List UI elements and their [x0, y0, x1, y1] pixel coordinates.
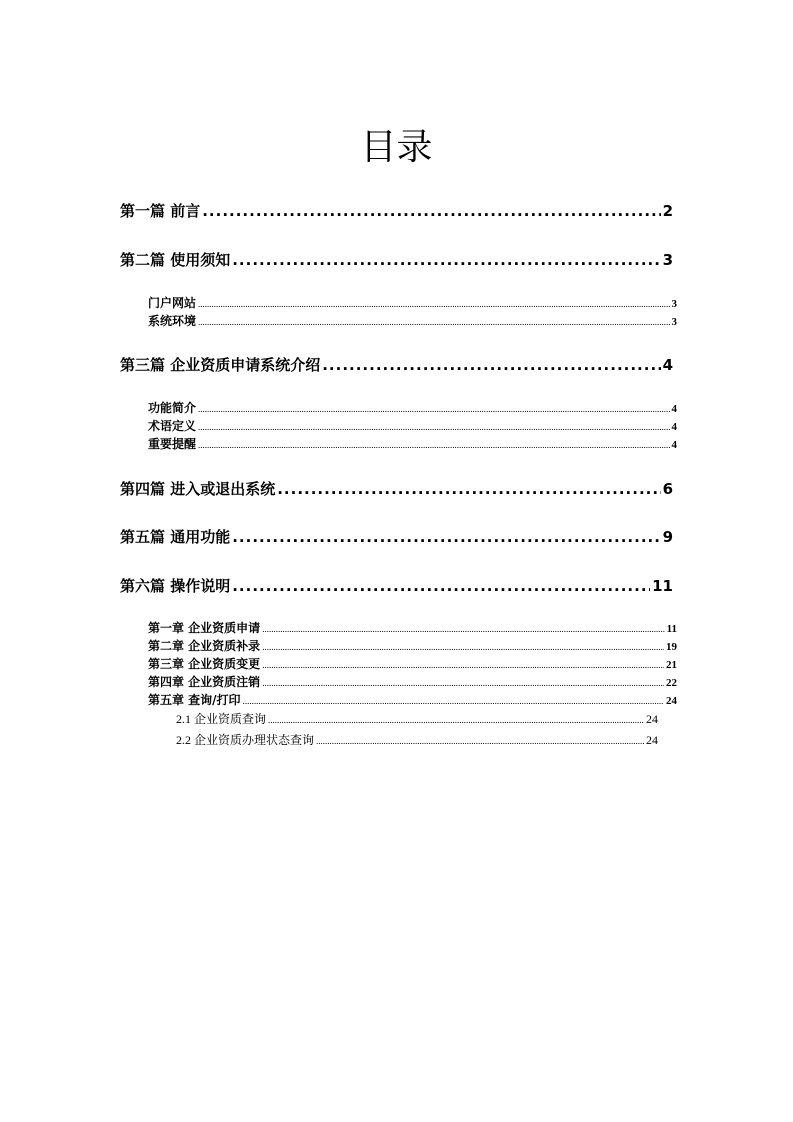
toc-entry-label: 术语定义 — [148, 419, 197, 433]
toc-leader-dots — [243, 693, 664, 709]
toc-entry-section[interactable] — [148, 400, 677, 417]
toc-page-number: 2 — [662, 202, 673, 220]
toc-leader-dots — [232, 250, 660, 270]
toc-page-number: 11 — [652, 577, 673, 595]
toc-entry-label: 第四章 企业资质注销 — [148, 675, 261, 689]
toc-entry-label: 第二篇 使用须知 — [120, 251, 231, 269]
toc-entry-part-1[interactable] — [120, 201, 673, 221]
toc-entry-label: 第五篇 通用功能 — [120, 528, 231, 546]
toc-leader-dots — [322, 355, 660, 375]
toc-entry-chapter-1[interactable] — [148, 620, 677, 637]
toc-leader-dots — [316, 733, 644, 749]
toc-page-number: 3 — [671, 298, 677, 310]
toc-page-number: 4 — [671, 439, 677, 451]
toc-leader-dots — [232, 527, 660, 547]
toc-entry-label: 功能简介 — [148, 401, 197, 415]
toc-page-number: 24 — [646, 733, 658, 747]
toc-leader-dots — [262, 621, 664, 637]
toc-entry-label: 第五章 查询/打印 — [148, 693, 241, 707]
toc-entry-section[interactable] — [148, 418, 677, 435]
toc-entry-section[interactable] — [148, 295, 677, 312]
toc-entry-label: 第一章 企业资质申请 — [148, 621, 261, 635]
toc-entry-label: 第二章 企业资质补录 — [148, 639, 261, 653]
toc-entry-label: 第一篇 前言 — [120, 202, 201, 220]
toc-page-number: 22 — [666, 677, 677, 689]
toc-leader-dots — [198, 314, 669, 330]
toc-leader-dots — [198, 419, 669, 435]
toc-entry-label: 第四篇 进入或退出系统 — [120, 480, 276, 498]
toc-leader-dots — [262, 639, 664, 655]
toc-entry-label: 重要提醒 — [148, 437, 197, 451]
toc-entry-chapter-4[interactable] — [148, 674, 677, 691]
toc-entry-label: 门户网站 — [148, 296, 197, 310]
toc-page-number: 21 — [666, 659, 677, 671]
toc-entry-part-2[interactable] — [120, 250, 673, 270]
toc-page-number: 4 — [671, 421, 677, 433]
toc-entry-label: 第六篇 操作说明 — [120, 577, 231, 595]
toc-entry-section[interactable] — [148, 313, 677, 330]
toc-page-number: 9 — [662, 528, 673, 546]
toc-entry-part-3[interactable] — [120, 355, 673, 375]
toc-entry-label: 2.1 企业资质查询 — [176, 712, 267, 726]
toc-leader-dots — [198, 296, 669, 312]
toc-page-number: 24 — [646, 712, 658, 726]
toc-entry-chapter-2[interactable] — [148, 638, 677, 655]
toc-entry-label: 2.2 企业资质办理状态查询 — [176, 733, 315, 747]
toc-entry-part-4[interactable] — [120, 479, 673, 499]
toc-entry-label: 第三篇 企业资质申请系统介绍 — [120, 356, 321, 374]
toc-page-number: 4 — [662, 356, 673, 374]
toc-leader-dots — [198, 437, 669, 453]
toc-leader-dots — [262, 675, 664, 691]
toc-page-number: 6 — [662, 480, 673, 498]
toc-page-number: 3 — [662, 251, 673, 269]
toc-entry-subsection[interactable] — [176, 711, 658, 728]
toc-entry-label: 第三章 企业资质变更 — [148, 657, 261, 671]
toc-page-number: 11 — [666, 623, 677, 635]
toc-leader-dots — [277, 479, 660, 499]
toc-entry-label: 系统环境 — [148, 314, 197, 328]
page-title: 目录 — [360, 127, 433, 168]
toc-leader-dots — [198, 401, 669, 417]
toc-leader-dots — [232, 576, 650, 596]
toc-entry-section[interactable] — [148, 436, 677, 453]
toc-leader-dots — [268, 712, 644, 728]
toc-leader-dots — [262, 657, 664, 673]
toc-page-number: 24 — [666, 695, 677, 707]
toc-entry-part-6[interactable] — [120, 576, 673, 596]
toc-entry-subsection[interactable] — [176, 732, 658, 749]
toc-entry-chapter-3[interactable] — [148, 656, 677, 673]
toc-entry-part-5[interactable] — [120, 527, 673, 547]
toc-page-number: 4 — [671, 403, 677, 415]
toc-leader-dots — [202, 201, 660, 221]
toc-page-number: 3 — [671, 316, 677, 328]
toc-page-number: 19 — [666, 641, 677, 653]
toc-entry-chapter-5[interactable] — [148, 692, 677, 709]
